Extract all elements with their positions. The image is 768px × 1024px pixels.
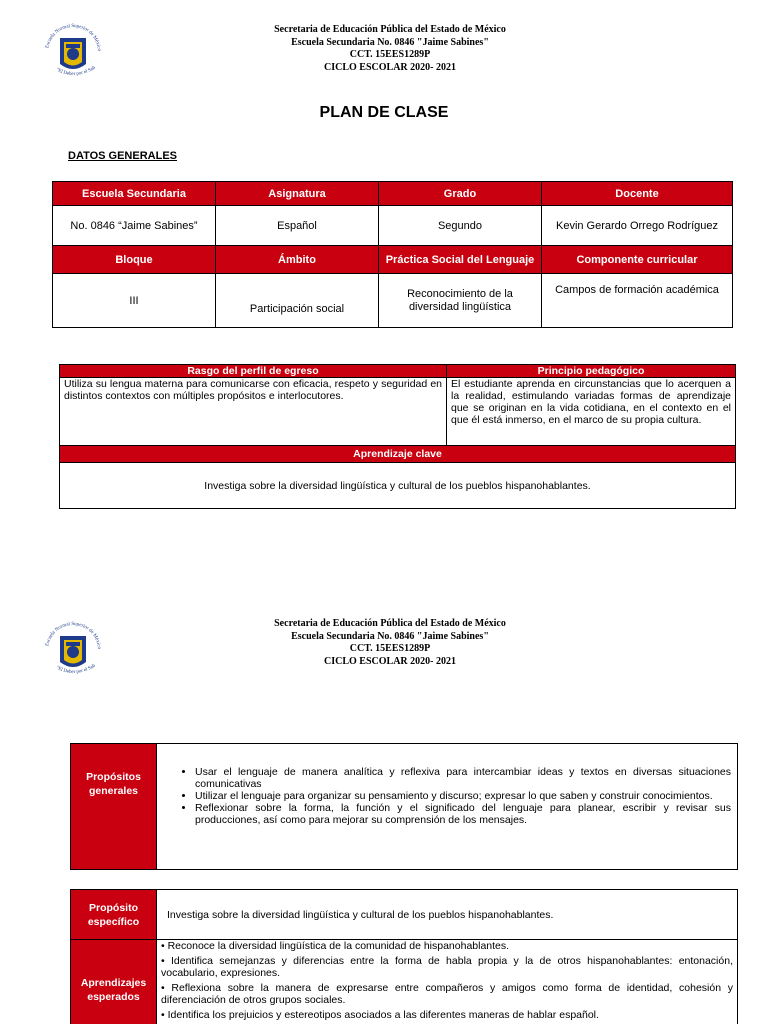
cell-ambito: Participación social (216, 274, 379, 328)
header-escuela: Escuela Secundaria (53, 182, 216, 206)
profile-table (59, 364, 736, 509)
purpose-item: • Reflexionar sobre la forma, la función y el significado del lenguaje para planear, escribir y revisar sus producciones, así como para mejorar su comprensión de los mensajes. (195, 802, 731, 826)
cell-proposito-especifico: Investiga sobre la diversidad lingüística y cultural de los pueblos hispanohablantes. (157, 890, 738, 940)
header-componente: Componente curricular (542, 246, 733, 274)
cell-practica: Reconocimiento de la diversidad lingüística (379, 274, 542, 328)
expected-item: • Reflexiona sobre la manera de expresarse entre compañeros y amigos como forma de identidad, cohesión y diferenciación de otros grupos sociales. (161, 982, 733, 1006)
purpose-item: • Usar el lenguaje de manera analítica y reflexiva para intercambiar ideas y textos en diversas situaciones comunicativas (195, 766, 731, 790)
institution-header (160, 24, 620, 74)
expected-item: • Reconoce la diversidad lingüística de la comunidad de hispanohablantes. (161, 940, 510, 952)
svg-text:Escuela Normal Superior de Méx: Escuela Normal Superior de México (45, 621, 102, 650)
header-line-4: CICLO ESCOLAR 2020- 2021 (324, 61, 456, 73)
cell-asignatura: Español (216, 206, 379, 246)
section-title: DATOS GENERALES (68, 150, 177, 162)
header-line-4: CICLO ESCOLAR 2020- 2021 (324, 655, 456, 667)
cell-componente: Campos de formación académica (542, 274, 733, 328)
expected-item: • Identifica semejanzas y diferencias entre la forma de habla propia y la de otros hispanohablantes: entonación, vocabulario, expresiones. (161, 955, 733, 979)
label-propositos-generales: Propósitos generales (71, 744, 157, 870)
purposes-list (195, 766, 737, 826)
header-line-1: Secretaria de Educación Pública del Estado de México (274, 24, 506, 35)
header-rasgo: Rasgo del perfil de egreso (60, 365, 447, 378)
svg-text:"El Deber por el Saber": "El Deber por el Sab (55, 663, 97, 676)
svg-text:Escuela Normal Superior de Méx: Escuela Normal Superior de México (45, 23, 102, 52)
cell-docente: Kevin Gerardo Orrego Rodríguez (542, 206, 733, 246)
expected-item: • Identifica los prejuicios y estereotipos asociados a las diferentes maneras de hablar español. (161, 1009, 599, 1021)
expected-list-cell (157, 940, 738, 1024)
purposes-table (70, 743, 738, 870)
header-line-3: CCT. 15EES1289P (349, 643, 431, 654)
institution-header-page2 (160, 618, 620, 668)
header-line-2: Escuela Secundaria No. 0846 "Jaime Sabines" (291, 36, 489, 48)
purposes-list-cell (157, 744, 738, 870)
header-principio: Principio pedagógico (447, 365, 736, 378)
header-asignatura: Asignatura (216, 182, 379, 206)
cell-aprendizaje: Investiga sobre la diversidad lingüística y cultural de los pueblos hispanohablantes. (60, 463, 736, 509)
cell-principio: El estudiante aprenda en circunstancias que lo acerquen a la realidad, estimulando variadas formas de aprendizaje que se originan en la vida cotidiana, en el contexto en el que él está inmerso, en el marco de su propia cultura. (447, 378, 736, 446)
header-line-2: Escuela Secundaria No. 0846 "Jaime Sabines" (291, 630, 489, 642)
general-data-table (52, 181, 733, 328)
header-practica: Práctica Social del Lenguaje (379, 246, 542, 274)
header-line-3: CCT. 15EES1289P (349, 49, 431, 60)
svg-text:"El Deber por el Saber": "El Deber por el Sab (55, 65, 97, 78)
header-bloque: Bloque (53, 246, 216, 274)
header-grado: Grado (379, 182, 542, 206)
specific-table (70, 889, 738, 1024)
purpose-item: • Utilizar el lenguaje para organizar su pensamiento y discurso; expresar lo que saben y construir conocimientos. (195, 790, 731, 802)
header-aprendizaje: Aprendizaje clave (60, 446, 736, 463)
school-logo (40, 16, 106, 82)
header-line-1: Secretaria de Educación Pública del Estado de México (274, 618, 506, 629)
school-logo-page2 (40, 614, 106, 680)
cell-escuela: No. 0846 “Jaime Sabines” (53, 206, 216, 246)
header-ambito: Ámbito (216, 246, 379, 274)
cell-bloque: III (53, 274, 216, 328)
label-aprendizajes-esperados: Aprendizajes esperados (71, 940, 157, 1024)
cell-grado: Segundo (379, 206, 542, 246)
cell-rasgo: Utiliza su lengua materna para comunicarse con eficacia, respeto y seguridad en distintos contextos con múltiples propósitos e interlocutores. (60, 378, 447, 446)
page-title: PLAN DE CLASE (319, 104, 449, 121)
header-docente: Docente (542, 182, 733, 206)
label-proposito-especifico: Propósito específico (71, 890, 157, 940)
